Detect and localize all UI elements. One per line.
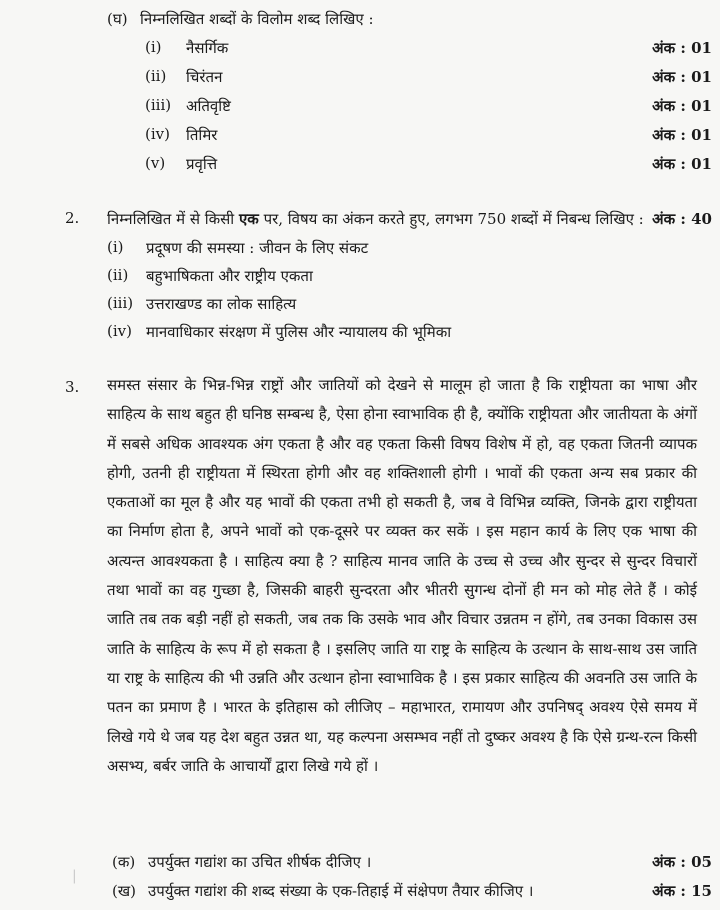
marks-label: अंक : 15 <box>652 882 712 900</box>
marks-label: अंक : 01 <box>652 39 712 57</box>
question-number: 3. <box>65 378 80 396</box>
marks-label: अंक : 05 <box>652 853 712 871</box>
marks-label: अंक : 01 <box>652 155 712 173</box>
marks-label: अंक : 01 <box>652 97 712 115</box>
passage: समस्त संसार के भिन्न-भिन्न राष्ट्रों और जातियों को देखने से मालूम हो जाता है कि राष्ट्रीयता का भाषा और साहित्य के साथ बहुत ही घनिष्ठ सम्बन्ध है, ऐसा होना स्वाभाविक ही है, क्योंकि राष्ट्रीयता और जातीयता के अंगों में सबसे अधिक आवश्यक अंग एकता है और वह एकता किसी विषय विशेष में हो, वह एकता जितनी व्यापक होगी, उतनी ही राष्ट्रीयता में स्थिरता होगी और वह शक्तिशाली होगी । भावों की एकता अन्य सब प्रकार की एकताओं का मूल है और यह भावों की एकता तभी हो सकती है, जब वे विभिन्न व्यक्ति, जिनके द्वारा राष्ट्रीयता का निर्माण होता है, अपने भावों को एक-दूसरे पर व्यक्त कर सकें । इस महान कार्य के लिए एक भाषा की अत्यन्त आवश्यकता है । साहित्य क्या है ? साहित्य मानव जाति के उच्च से उच्च और सुन्दर से सुन्दर विचारों तथा भावों का वह गुच्छा है, जिसकी बाहरी सुन्दरता और भीतरी सुगन्ध दोनों ही मन को मोह लेते हैं । कोई जाति तब तक बड़ी नहीं हो सकती, जब तक कि उसके भाव और विचार उन्नतम न होंगे, तब उनका विकास उस जाति के साहित्य के रूप में हो सकता है । इसलिए जाति या राष्ट्र के साहित्य के उत्थान के साथ-साथ उस जाति या राष्ट्र के साहित्य की भी उन्नति और उत्थान होना स्वाभाविक है । इस प्रकार साहित्य की अवनति उस जाति के पतन का प्रमाण है । भारत के इतिहास को लीजिए – महाभारत, रामायण और उपनिषद् अवश्य ऐसे समय में लिखे गये थे जब यह देश बहुत उन्नत था, यह कल्पना असम्भव नहीं तो दुष्कर अवश्य है कि ऐसे ग्रन्थ-रत्न किसी असभ्य, बर्बर जाति के आचार्यों द्वारा लिखे गये हों । <box>107 376 697 775</box>
marks-label: अंक : 01 <box>652 126 712 144</box>
marks-label: अंक : 40 <box>652 210 712 228</box>
question-text: निम्नलिखित में से किसी एक पर, विषय का अंकन करते हुए, लगभग 750 शब्दों में निबन्ध लिखिए : <box>107 210 644 228</box>
question-number: 2. <box>65 209 80 227</box>
marks-label: अंक : 01 <box>652 68 712 86</box>
section-label: (घ) <box>107 10 128 28</box>
section-heading: निम्नलिखित शब्दों के विलोम शब्द लिखिए : <box>140 10 374 28</box>
